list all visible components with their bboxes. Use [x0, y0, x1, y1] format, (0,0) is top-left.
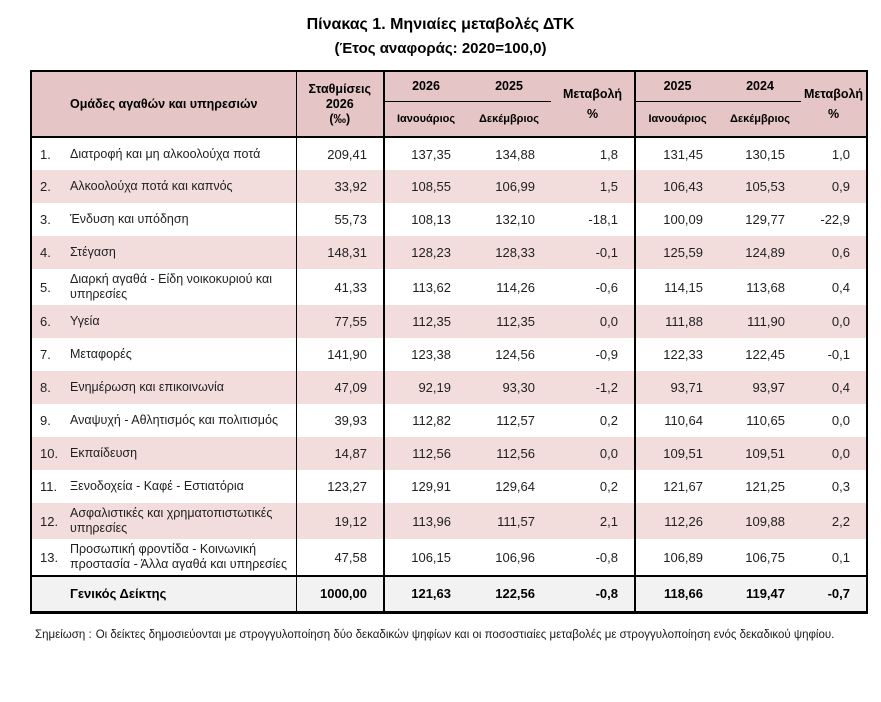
- cell-label: [31, 470, 296, 503]
- row-label: Υγεία: [70, 314, 100, 328]
- cell-index: 109,51: [635, 437, 719, 470]
- cell-weight: 41,33: [296, 269, 384, 305]
- row-label: Μεταφορές: [70, 347, 132, 361]
- cell-change: 1,8: [551, 137, 635, 170]
- cell-weight: 33,92: [296, 170, 384, 203]
- row-label: Αναψυχή - Αθλητισμός και πολιτισμός: [70, 413, 278, 427]
- cell-index: 110,65: [719, 404, 801, 437]
- row-number: 13.: [40, 549, 59, 565]
- cell-change: 0,3: [801, 470, 867, 503]
- cell-index: 112,82: [384, 404, 467, 437]
- cell-index: 131,45: [635, 137, 719, 170]
- cell-change: 0,6: [801, 236, 867, 269]
- cell-weight: 14,87: [296, 437, 384, 470]
- footnote-text: Οι δείκτες δημοσιεύονται με στρογγυλοποίηση δύο δεκαδικών ψηφίων και οι ποσοστιαίες μεταβολές με στρογγυλοποίηση ενός δεκαδικού ψηφίου.: [95, 628, 835, 641]
- cell-label: [31, 203, 296, 236]
- cell-index: 108,55: [384, 170, 467, 203]
- cell-label: [31, 137, 296, 170]
- total-label: Γενικός Δείκτης: [70, 586, 167, 602]
- row-number: 2.: [40, 179, 51, 194]
- cell-index: 128,33: [467, 236, 551, 269]
- cell-change: -0,8: [551, 576, 635, 612]
- row-label: Εκπαίδευση: [70, 446, 138, 460]
- table-row: [31, 371, 867, 404]
- cell-index: 128,23: [384, 236, 467, 269]
- row-number: 9.: [40, 413, 51, 428]
- cell-index: 93,30: [467, 371, 551, 404]
- table-row: [31, 470, 867, 503]
- row-label: Προσωπική φροντίδα - Κοινωνική προστασία - Άλλα αγαθά και υπηρεσίες: [70, 542, 287, 571]
- cell-index: 93,97: [719, 371, 801, 404]
- cell-index: 122,56: [467, 576, 551, 612]
- cell-weight: 1000,00: [296, 576, 384, 612]
- header-year-2025: 2025: [467, 71, 551, 101]
- cell-index: 113,62: [384, 269, 467, 305]
- cell-index: 129,91: [384, 470, 467, 503]
- cell-index: 108,13: [384, 203, 467, 236]
- cell-index: 113,68: [719, 269, 801, 305]
- cell-label: [31, 269, 296, 305]
- header-year-2024: 2024: [719, 71, 801, 101]
- row-number: 3.: [40, 212, 51, 227]
- row-label: Ένδυση και υπόδηση: [70, 212, 189, 226]
- cell-label: [31, 338, 296, 371]
- header-month-dec-2025: Δεκέμβριος: [467, 101, 551, 137]
- cell-change: -0,1: [801, 338, 867, 371]
- cell-change: 0,0: [551, 305, 635, 338]
- cell-index: 106,75: [719, 539, 801, 576]
- table-title-block: [0, 13, 881, 61]
- cell-index: 106,96: [467, 539, 551, 576]
- cell-index: 109,88: [719, 503, 801, 539]
- header-weights-line3: (‰): [329, 111, 351, 126]
- cell-index: 122,45: [719, 338, 801, 371]
- cell-index: 112,57: [467, 404, 551, 437]
- cell-index: 106,99: [467, 170, 551, 203]
- row-number: 12.: [40, 513, 59, 529]
- table-row: [31, 539, 867, 576]
- cell-change: 0,9: [801, 170, 867, 203]
- table-row: [31, 404, 867, 437]
- table-row: [31, 437, 867, 470]
- header-year-row: [31, 71, 867, 101]
- header-weights: [296, 71, 384, 137]
- cell-index: 124,56: [467, 338, 551, 371]
- cell-index: 109,51: [719, 437, 801, 470]
- row-label: Στέγαση: [70, 245, 116, 259]
- cell-weight: 19,12: [296, 503, 384, 539]
- cell-index: 114,15: [635, 269, 719, 305]
- cell-change: -0,6: [551, 269, 635, 305]
- table-row: [31, 170, 867, 203]
- cell-index: 112,56: [467, 437, 551, 470]
- cell-index: 111,90: [719, 305, 801, 338]
- cell-index: 106,15: [384, 539, 467, 576]
- header-change-2-line2: %: [827, 107, 840, 121]
- cell-index: 124,89: [719, 236, 801, 269]
- cell-change: 0,1: [801, 539, 867, 576]
- row-label: Αλκοολούχα ποτά και καπνός: [70, 179, 233, 193]
- cell-weight: 148,31: [296, 236, 384, 269]
- table-row: [31, 338, 867, 371]
- cell-weight: 47,58: [296, 539, 384, 576]
- row-label: Ξενοδοχεία - Καφέ - Εστιατόρια: [70, 479, 244, 493]
- cell-index: 106,43: [635, 170, 719, 203]
- cell-change: -22,9: [801, 203, 867, 236]
- header-change-1: [551, 71, 635, 137]
- header-month-dec-2024: Δεκέμβριος: [719, 101, 801, 137]
- cell-change: 2,1: [551, 503, 635, 539]
- row-number: 10.: [40, 446, 59, 461]
- cell-change: 0,0: [801, 305, 867, 338]
- header-weights-line2: 2026: [325, 96, 354, 111]
- table-row: [31, 203, 867, 236]
- cell-index: 121,67: [635, 470, 719, 503]
- cell-index: 125,59: [635, 236, 719, 269]
- cell-index: 113,96: [384, 503, 467, 539]
- cell-index: 111,88: [635, 305, 719, 338]
- row-number: 7.: [40, 347, 51, 362]
- total-row: [31, 576, 867, 612]
- cell-index: 106,89: [635, 539, 719, 576]
- cell-weight: 209,41: [296, 137, 384, 170]
- row-label: Ασφαλιστικές και χρηματοπιστωτικές υπηρεσίες: [70, 506, 273, 535]
- row-number: 1.: [40, 146, 51, 162]
- table-footer: [31, 576, 867, 612]
- cell-index: 112,35: [467, 305, 551, 338]
- cell-change: 0,0: [551, 437, 635, 470]
- row-number: 8.: [40, 380, 51, 395]
- cell-index: 93,71: [635, 371, 719, 404]
- table-row: [31, 236, 867, 269]
- cell-index: 130,15: [719, 137, 801, 170]
- cell-index: 112,56: [384, 437, 467, 470]
- row-number: 6.: [40, 314, 51, 329]
- cell-change: -0,1: [551, 236, 635, 269]
- cell-weight: 123,27: [296, 470, 384, 503]
- cell-label: [31, 539, 296, 576]
- table-row: [31, 503, 867, 539]
- cell-change: 0,4: [801, 371, 867, 404]
- header-month-jan-2026: Ιανουάριος: [384, 101, 467, 137]
- table-header: [31, 71, 867, 137]
- header-year-2025b: 2025: [635, 71, 719, 101]
- cell-total-label: [31, 576, 296, 612]
- cell-index: 129,77: [719, 203, 801, 236]
- row-number: 11.: [40, 479, 58, 494]
- cell-weight: 39,93: [296, 404, 384, 437]
- cpi-table: [30, 70, 868, 614]
- cell-index: 112,35: [384, 305, 467, 338]
- footnote-label: Σημείωση :: [35, 628, 92, 641]
- cell-weight: 77,55: [296, 305, 384, 338]
- cell-change: -0,8: [551, 539, 635, 576]
- header-change-1-line1: Μεταβολή: [562, 87, 623, 101]
- cell-label: [31, 404, 296, 437]
- cell-index: 137,35: [384, 137, 467, 170]
- cell-index: 118,66: [635, 576, 719, 612]
- cell-index: 123,38: [384, 338, 467, 371]
- cell-weight: 141,90: [296, 338, 384, 371]
- cell-index: 121,63: [384, 576, 467, 612]
- cell-change: 0,4: [801, 269, 867, 305]
- header-weights-line1: Σταθμίσεις: [308, 81, 372, 96]
- cell-index: 132,10: [467, 203, 551, 236]
- cell-index: 112,26: [635, 503, 719, 539]
- cell-weight: 55,73: [296, 203, 384, 236]
- cell-change: 0,0: [801, 437, 867, 470]
- cell-change: 0,0: [801, 404, 867, 437]
- cell-label: [31, 305, 296, 338]
- header-change-2: [801, 71, 867, 137]
- cell-change: -0,9: [551, 338, 635, 371]
- row-label: Διατροφή και μη αλκοολούχα ποτά: [70, 146, 261, 161]
- cell-label: [31, 503, 296, 539]
- cell-index: 129,64: [467, 470, 551, 503]
- page-title: Πίνακας 1. Μηνιαίες μεταβολές ΔΤΚ: [306, 16, 575, 33]
- table-body: [31, 137, 867, 576]
- row-number: 4.: [40, 245, 51, 260]
- cell-index: 111,57: [467, 503, 551, 539]
- table-row: [31, 269, 867, 305]
- cell-index: 114,26: [467, 269, 551, 305]
- cell-index: 92,19: [384, 371, 467, 404]
- cell-index: 121,25: [719, 470, 801, 503]
- table-row: [31, 137, 867, 170]
- cell-label: [31, 236, 296, 269]
- header-change-2-line1: Μεταβολή: [803, 87, 864, 101]
- row-number: 5.: [40, 279, 51, 295]
- cell-change: 0,2: [551, 404, 635, 437]
- header-groups: Ομάδες αγαθών και υπηρεσιών: [31, 71, 296, 137]
- header-change-1-line2: %: [586, 107, 599, 121]
- row-label: Διαρκή αγαθά - Είδη νοικοκυριού και υπηρεσίες: [70, 272, 272, 301]
- header-year-2026: 2026: [384, 71, 467, 101]
- page: [0, 13, 881, 702]
- cell-index: 110,64: [635, 404, 719, 437]
- cell-label: [31, 437, 296, 470]
- cell-change: -18,1: [551, 203, 635, 236]
- cell-change: -1,2: [551, 371, 635, 404]
- cell-change: -0,7: [801, 576, 867, 612]
- cell-index: 119,47: [719, 576, 801, 612]
- cell-label: [31, 371, 296, 404]
- cell-index: 122,33: [635, 338, 719, 371]
- page-subtitle: (Έτος αναφοράς: 2020=100,0): [334, 40, 547, 57]
- row-label: Ενημέρωση και επικοινωνία: [70, 380, 224, 394]
- cell-change: 1,5: [551, 170, 635, 203]
- table-row: [31, 305, 867, 338]
- cell-change: 0,2: [551, 470, 635, 503]
- cell-index: 105,53: [719, 170, 801, 203]
- cell-index: 100,09: [635, 203, 719, 236]
- header-month-jan-2025: Ιανουάριος: [635, 101, 719, 137]
- cell-change: 2,2: [801, 503, 867, 539]
- cell-change: 1,0: [801, 137, 867, 170]
- cell-weight: 47,09: [296, 371, 384, 404]
- footnote: [35, 629, 881, 641]
- cell-index: 134,88: [467, 137, 551, 170]
- cell-label: [31, 170, 296, 203]
